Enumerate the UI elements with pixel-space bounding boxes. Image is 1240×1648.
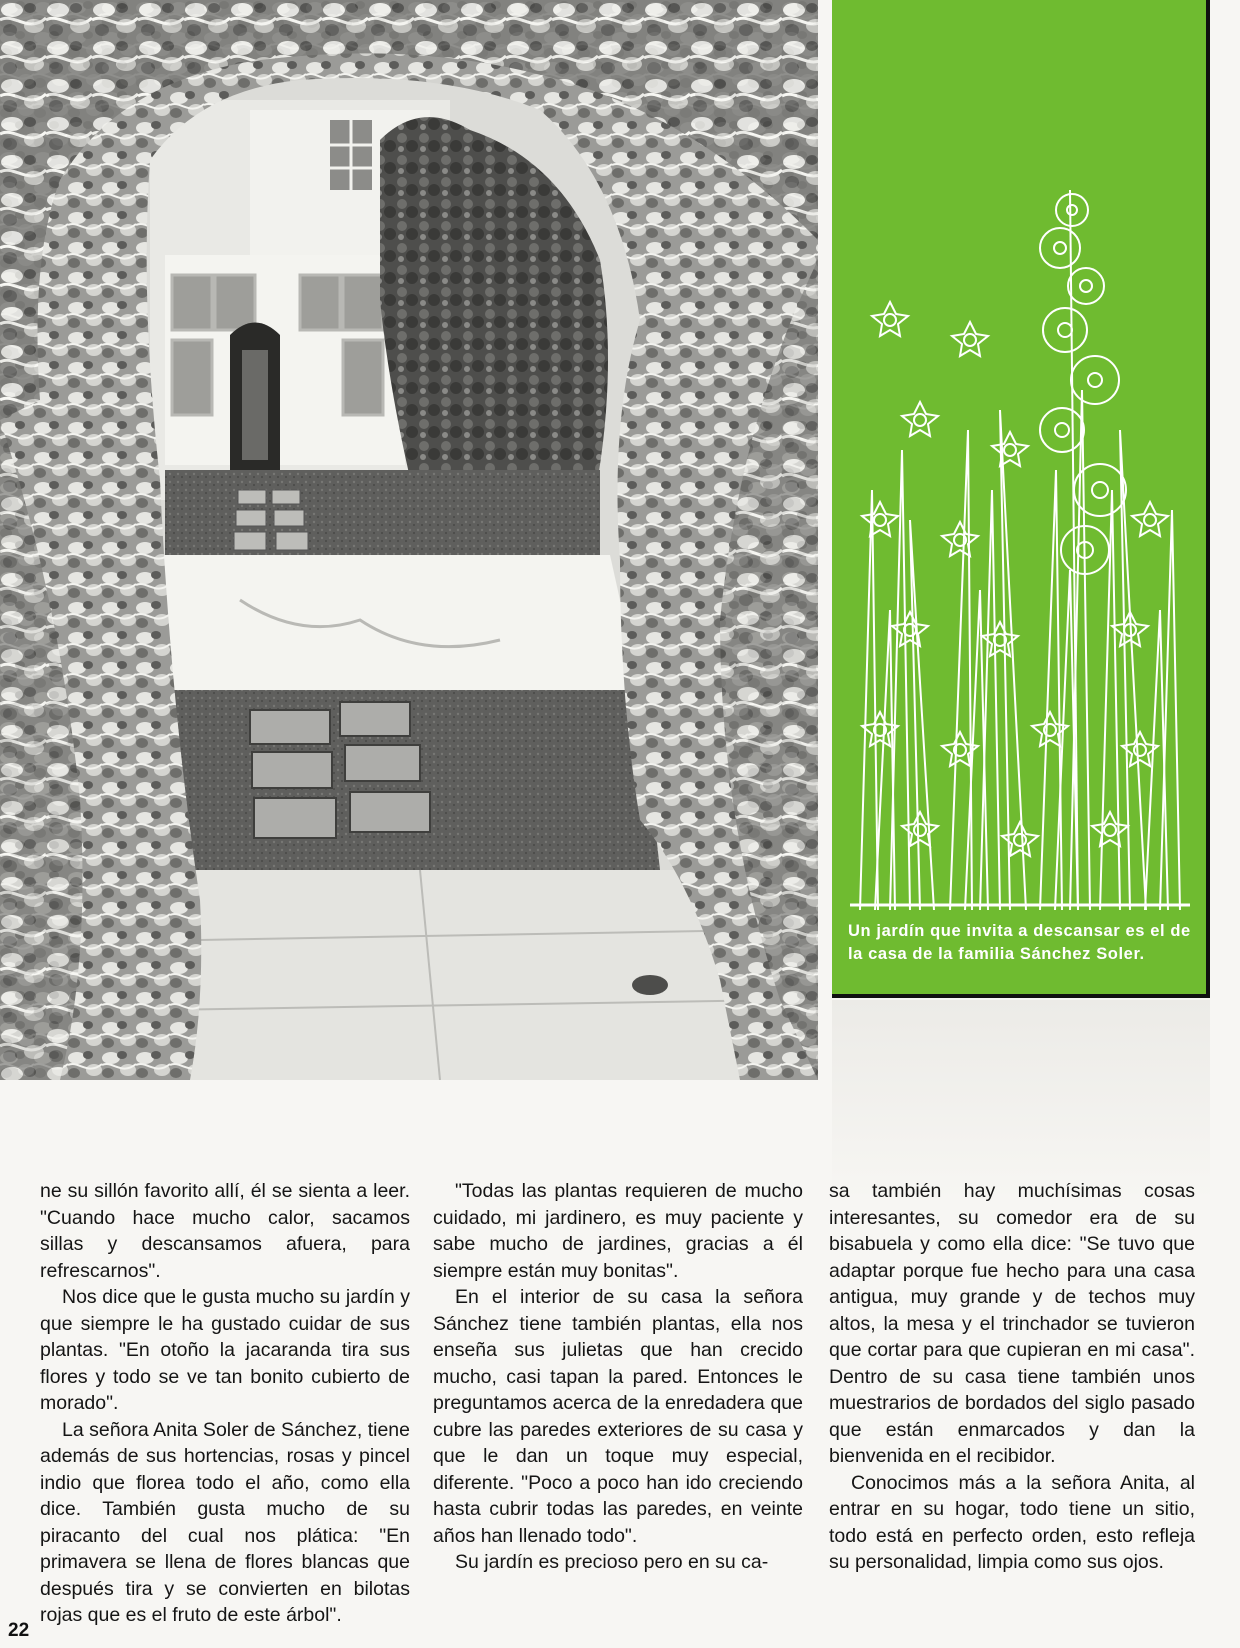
paragraph: sa también hay muchísimas cosas interesantes, su comedor era de su bisabuela y como ella dice: "Se tuvo que adaptar porque fue hecho para una casa antigua, muy grande y de techos muy altos, la mesa y el trinchador se tuvieron que cortar para que cupieran en mi casa". Dentro de su casa tiene también unos muestrarios de bordados del siglo pasado que están enmarcados y dan la bienvenida en el recibidor. — [829, 1180, 1195, 1467]
paragraph: Nos dice que le gusta mucho su jardín y que siempre le ha gustado cuidar de sus plantas. "En otoño la jacaranda tira sus flores y todo se ve tan bonito cubierto de morado". — [40, 1286, 410, 1414]
paragraph: Conocimos más a la señora Anita, al entrar en su hogar, todo tiene un sitio, todo está en perfecto orden, esto refleja su personalidad, limpia como sus ojos. — [829, 1471, 1195, 1573]
paragraph: Su jardín es precioso pero en su ca- — [455, 1551, 769, 1573]
faded-background-area — [832, 1000, 1210, 1200]
page-number: 22 — [8, 1620, 30, 1641]
green-sidebar-panel — [832, 0, 1210, 998]
paragraph: ne su sillón favorito allí, él se sienta a leer. "Cuando hace mucho calor, sacamos sillas y descansamos afuera, para refrescarnos". — [40, 1180, 410, 1282]
daffodils-illustration — [850, 190, 1190, 910]
garden-archway-photo — [0, 0, 818, 1080]
photo-caption: Un jardín que invita a descansar es el de la casa de la familia Sánchez Soler. — [848, 922, 1191, 963]
article-column-1 — [40, 1178, 410, 1629]
paragraph: En el interior de su casa la señora Sánchez tiene también plantas, ella nos enseña sus julietas que han crecido mucho, casi tapan la pared. Entonces le preguntamos acerca de la enredadera que cubre las paredes exteriores de su casa y que le dan un toque muy especial, diferente. "Poco a poco han ido creciendo hasta cubrir todas las paredes, en veinte años han llenado todo". — [433, 1286, 803, 1547]
garden-photo-graphic — [0, 0, 818, 1080]
paragraph: "Todas las plantas requieren de mucho cuidado, mi jardinero, es muy paciente y sabe mucho de jardines, gracias a él siempre están muy bonitas". — [433, 1180, 803, 1282]
article-column-3 — [829, 1178, 1195, 1576]
article-column-2 — [433, 1178, 803, 1576]
paragraph: La señora Anita Soler de Sánchez, tiene además de sus hortencias, rosas y pincel indio que florea todo el año, como ella dice. También gusta mucho de su piracanto del cual nos plática: "En primavera se llena de flores blancas que después tira y se convierten en bilotas rojas que es el fruto de este árbol". — [40, 1418, 410, 1626]
